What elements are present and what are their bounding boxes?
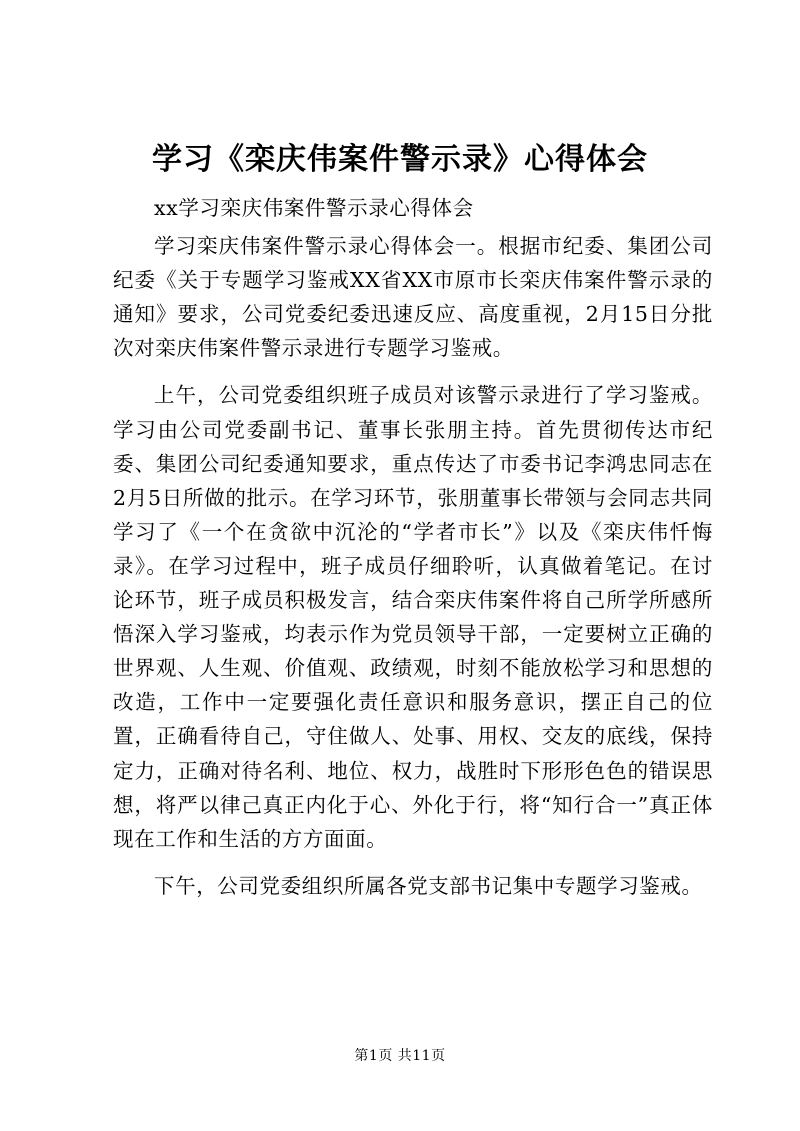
document-body [113,191,713,916]
paragraph-afternoon-session: 下午，公司党委组织所属各党支部书记集中专题学习鉴戒。 [154,873,703,898]
paragraph-subtitle: xx学习栾庆伟案件警示录心得体会 [154,196,474,220]
page-number-footer: 第1页 共11页 [354,1048,446,1064]
paragraph-morning-session: 上午，公司党委组织班子成员对该警示录进行了学习鉴戒。学习由公司党委副书记、董事长张朋主持。首先贯彻传达市纪委、集团公司纪委通知要求，重点传达了市委书记李鸿忠同志在2月5日所做的批示。在学习环节，张朋董事长带领与会同志共同学习了《一个在贪欲中沉沦的“学者市长”》以及《栾庆伟忏悔录》。在学习过程中，班子成员仔细聆听，认真做着笔记。在讨论环节，班子成员积极发言，结合栾庆伟案件将自己所学所感所悟深入学习鉴戒，均表示作为党员领导干部，一定要树立正确的世界观、人生观、价值观、政绩观，时刻不能放松学习和思想的改造，工作中一定要强化责任意识和服务意识，摆正自己的位置，正确看待自己，守住做人、处事、用权、交友的底线，保持定力，正确对待名利、地位、权力，战胜时下形形色色的错误思想，将严以律己真正内化于心、外化于行，将“知行合一”真正体现在工作和生活的方方面面。 [113,383,713,851]
document-title: 学习《栾庆伟案件警示录》心得体会 [152,142,648,177]
paragraph-intro: 学习栾庆伟案件警示录心得体会一。根据市纪委、集团公司纪委《关于专题学习鉴戒XX省XX市原市长栾庆伟案件警示录的通知》要求，公司党委纪委迅速反应、高度重视，2月15日分批次对栾庆伟案件警示录进行专题学习鉴戒。 [113,234,713,361]
